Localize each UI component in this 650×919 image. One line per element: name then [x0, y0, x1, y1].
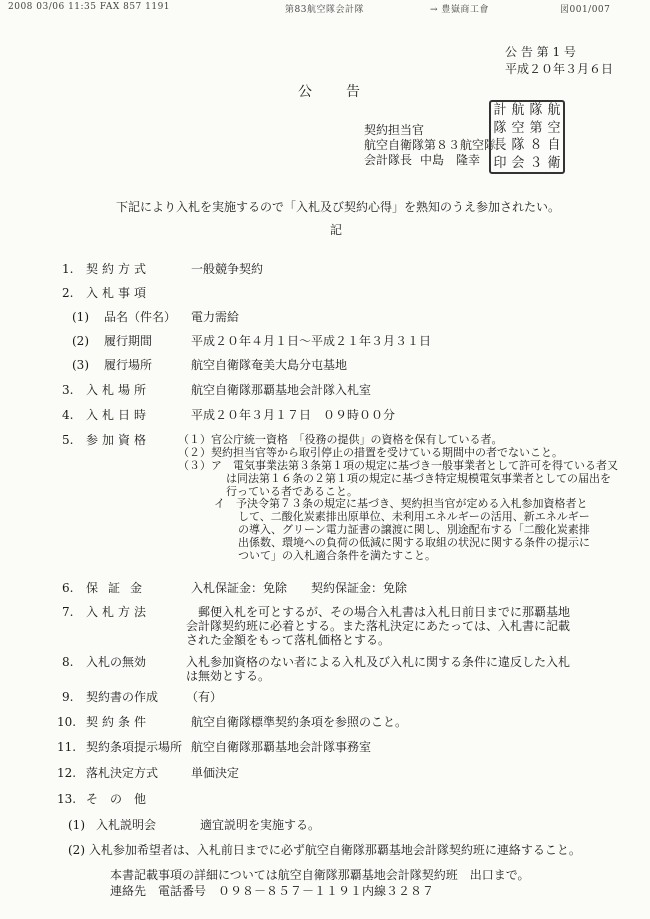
item-2-3-value: 航空自衛隊奄美大島分屯基地 — [191, 358, 348, 372]
item-3-number: 3. — [62, 383, 74, 397]
item-12-value: 単価決定 — [191, 766, 240, 780]
issuer-role: 会計隊長 — [364, 153, 413, 167]
item-9-label: 契約書の作成 — [86, 690, 159, 704]
fax-header-center: 第83航空隊会計隊 — [285, 5, 364, 15]
item-2-2-value: 平成２０年４月１日～平成２１年３月３１日 — [191, 334, 432, 348]
item-6-value: 入札保証金：免除 契約保証金：免除 — [191, 581, 408, 595]
item-8-number: 8. — [62, 655, 74, 669]
seal-character: 隊 — [511, 137, 525, 154]
qualification-3i: イ 予決令第７３条の規定に基づき、契約担当官が定める入札参加資格者として、二酸化炭素排出原単位、未利用エネルギーの活用、新エネルギーの導入、グリーン電力証書の譲渡に関し、別途配布する「二酸化炭素排出係数、環境への負荷の低減に関する取組の状況に関する条件の提示について」の入札適合条件を満たすこと。 — [214, 497, 590, 562]
item-12-label: 落札決定方式 — [86, 766, 159, 780]
seal-character: 航 — [547, 102, 561, 119]
item-2-3-number: (3) — [72, 358, 89, 372]
item-1-number: 1. — [62, 262, 74, 276]
seal-character: 第 — [529, 120, 543, 137]
notice-number: 公 告 第 1 号 — [505, 45, 576, 59]
item-11-value: 航空自衛隊那覇基地会計隊事務室 — [191, 740, 372, 754]
footer-phone: 連絡先 電話番号 ０９８－８５７－１１９１内線３２８７ — [110, 884, 435, 898]
qualification-1: （１）官公庁統一資格 「役務の提供」の資格を保有している者。 — [178, 433, 503, 446]
item-6-label: 保証金 — [86, 581, 153, 595]
ki-heading: 記 — [330, 223, 343, 237]
item-11-number: 11. — [57, 740, 77, 754]
item-8-label: 入札の無効 — [86, 655, 147, 669]
item-5-number: 5. — [62, 433, 74, 447]
item-7-value: 郵便入札を可とするが、その場合入札書は入札日前日までに那覇基地会計隊契約班に必着とする。また落札決定にあたっては、入札書に記載された金額をもって落札価格とする。 — [186, 605, 571, 647]
item-12-number: 12. — [57, 766, 77, 780]
notice-date: 平成２０年３月６日 — [505, 62, 614, 76]
item-13-1-value: 適宜説明を実施する。 — [200, 818, 321, 832]
seal-character: 空 — [547, 120, 561, 137]
item-4-value: 平成２０年３月１７日 ０９時００分 — [191, 408, 396, 422]
seal-character: ８ — [529, 137, 543, 154]
item-1-value: 一般競争契約 — [191, 262, 264, 276]
item-10-value: 航空自衛隊標準契約条項を参照のこと。 — [191, 715, 408, 729]
footer-contact-note: 本書記載事項の詳細については航空自衛隊那覇基地会計隊契約班 出口まで。 — [110, 868, 530, 882]
item-2-label: 入札事項 — [86, 286, 151, 300]
item-2-2-number: (2) — [72, 334, 89, 348]
issuer-name: 中島 隆幸 — [420, 153, 481, 167]
item-13-1-label: 入札説明会 — [96, 818, 157, 832]
official-seal-stamp — [489, 100, 565, 174]
seal-character: ３ — [529, 155, 543, 172]
seal-character: 長 — [493, 137, 507, 154]
seal-character: 印 — [493, 155, 507, 172]
item-6-number: 6. — [62, 581, 74, 595]
item-13-number: 13. — [57, 792, 77, 806]
item-13-1-number: (1) — [68, 818, 85, 832]
item-3-label: 入札場所 — [86, 383, 151, 397]
qualification-3a: （３）ア 電気事業法第３条第１項の規定に基づき一般事業者として許可を得ている者又は同法第１６条の２第１項の規定に基づき特定規模電気事業者としての届出を行っている者であること。 — [178, 459, 618, 498]
issuer-unit: 航空自衛隊第８３航空隊 — [364, 138, 497, 152]
item-13-label: そ の 他 — [86, 792, 147, 806]
item-13-2-text: (2) 入札参加希望者は、入札前日までに必ず航空自衛隊那覇基地会計隊契約班に連絡すること。 — [68, 843, 581, 857]
item-2-number: 2. — [62, 286, 74, 300]
seal-character: 航 — [511, 102, 525, 119]
page-title: 公告 — [298, 84, 394, 100]
item-7-label: 入札方法 — [86, 605, 151, 619]
qualification-2: （２）契約担当官等から取引停止の措置を受けている期間中の者でないこと。 — [178, 446, 563, 459]
item-2-1-label: 品名（件名） — [104, 310, 177, 324]
item-4-number: 4. — [62, 408, 74, 422]
seal-character: 隊 — [493, 120, 507, 137]
item-10-number: 10. — [57, 715, 77, 729]
item-1-label: 契約方式 — [86, 262, 151, 276]
fax-page-number: 図001/007 — [560, 5, 611, 15]
item-2-1-value: 電力需給 — [191, 310, 240, 324]
fax-header-right: → 豊嶽商工會 — [430, 5, 489, 15]
item-2-1-number: (1) — [72, 310, 89, 324]
item-10-label: 契約条件 — [86, 715, 151, 729]
item-11-label: 契約条項提示場所 — [86, 740, 183, 754]
item-8-value: 入札参加資格のない者による入札及び入札に関する条件に違反した入札は無効とする。 — [186, 655, 571, 683]
seal-character: 隊 — [529, 102, 543, 119]
item-7-number: 7. — [62, 605, 74, 619]
item-2-2-label: 履行期間 — [104, 334, 153, 348]
item-2-3-label: 履行場所 — [104, 358, 153, 372]
item-4-label: 入札日時 — [86, 408, 151, 422]
seal-character: 計 — [493, 102, 507, 119]
seal-character: 自 — [547, 137, 561, 154]
seal-character: 空 — [511, 120, 525, 137]
item-9-value: （有） — [186, 690, 223, 704]
item-5-label: 参加資格 — [86, 433, 151, 447]
issuer-title: 契約担当官 — [364, 123, 425, 137]
intro-text: 下記により入札を実施するので「入札及び契約心得」を熟知のうえ参加されたい。 — [116, 200, 561, 214]
fax-header-left: 2008 03/06 11:35 FAX 857 1191 — [8, 2, 171, 12]
seal-character: 衛 — [547, 155, 561, 172]
item-3-value: 航空自衛隊那覇基地会計隊入札室 — [191, 383, 372, 397]
item-9-number: 9. — [62, 690, 74, 704]
seal-character: 会 — [511, 155, 525, 172]
